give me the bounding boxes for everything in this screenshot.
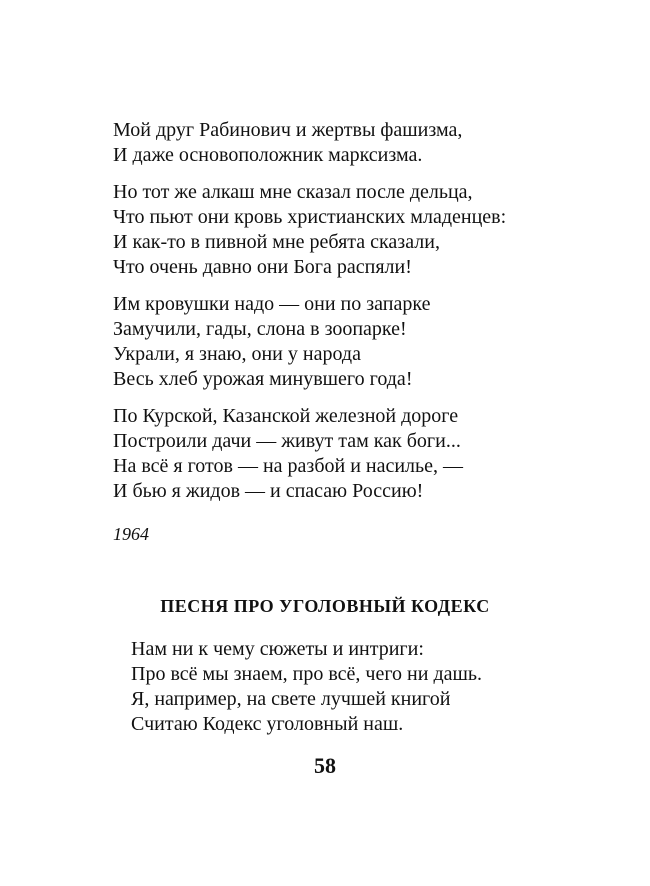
poem-line: Считаю Кодекс уголовный наш. bbox=[131, 713, 404, 735]
poem-line: И бью я жидов — и спасаю Россию! bbox=[113, 480, 424, 502]
stanza bbox=[113, 292, 583, 392]
poem-line: Про всё мы знаем, про всё, чего ни дашь. bbox=[131, 663, 483, 685]
poem-line: Им кровушки надо — они по запарке bbox=[113, 293, 431, 315]
song-title: ПЕСНЯ ПРО УГОЛОВНЫЙ КОДЕКС bbox=[160, 596, 490, 616]
stanza bbox=[113, 118, 583, 168]
stanza bbox=[131, 637, 601, 737]
poem-line: Украли, я знаю, они у народа bbox=[113, 343, 361, 365]
poem-line: На всё я готов — на разбой и насилье, — bbox=[113, 455, 464, 477]
stanza bbox=[113, 180, 583, 280]
poem-body bbox=[113, 118, 583, 516]
poem-line: Что пьют они кровь христианских младенцев: bbox=[113, 206, 507, 228]
poem-line: Весь хлеб урожая минувшего года! bbox=[113, 368, 413, 390]
poem-line: Я, например, на свете лучшей книгой bbox=[131, 688, 451, 710]
poem-line: Замучили, гады, слона в зоопарке! bbox=[113, 318, 407, 340]
page-number: 58 bbox=[314, 753, 336, 778]
poem-line: Нам ни к чему сюжеты и интриги: bbox=[131, 638, 424, 660]
poem-line: Построили дачи — живут там как боги... bbox=[113, 430, 461, 452]
poem-line: И как-то в пивной мне ребята сказали, bbox=[113, 231, 440, 253]
poem-year: 1964 bbox=[113, 524, 149, 544]
poem-line: Мой друг Рабинович и жертвы фашизма, bbox=[113, 119, 463, 141]
stanza bbox=[113, 404, 583, 504]
poem-line: По Курской, Казанской железной дороге bbox=[113, 405, 459, 427]
poem-line: Что очень давно они Бога распяли! bbox=[113, 256, 412, 278]
poem-line: И даже основоположник марксизма. bbox=[113, 144, 423, 166]
song-body bbox=[131, 637, 601, 749]
poem-line: Но тот же алкаш мне сказал после дельца, bbox=[113, 181, 473, 203]
